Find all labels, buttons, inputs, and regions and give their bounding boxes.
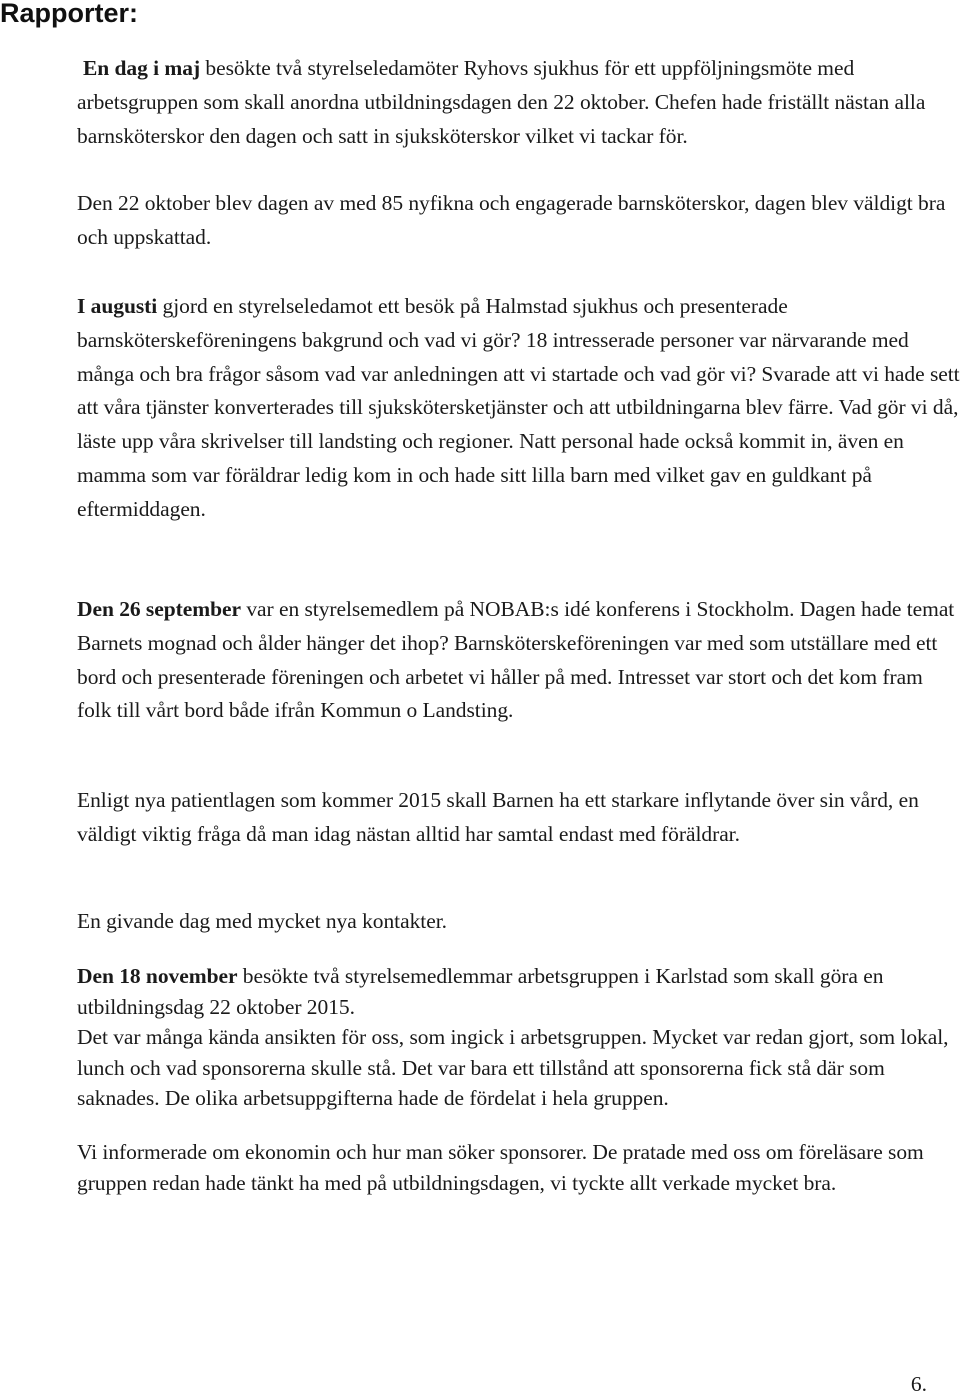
- paragraph-text: Vi informerade om ekonomin och hur man söker sponsorer. De pratade med oss om föreläsare som gruppen redan hade tänkt ha med på utbildningsdagen, vi tyckte allt verkade mycket bra.: [77, 1140, 924, 1195]
- report-paragraph-summary: [77, 905, 960, 939]
- paragraph-text: En givande dag med mycket nya kontakter.: [77, 909, 447, 933]
- paragraph-lead-date: Den 26 september: [77, 597, 241, 621]
- paragraph-text: Det var många kända ansikten för oss, som ingick i arbetsgruppen. Mycket var redan gjort, som lokal, lunch och vad sponsorerna skulle stå. Det var bara ett tillstånd att sponsorerna fick stå där som saknades. De olika arbetsuppgifterna hade de fördelat i hela gruppen.: [77, 1025, 949, 1110]
- paragraph-lead-date: Den 18 november: [77, 964, 238, 988]
- report-paragraph-may: [77, 52, 960, 153]
- page-heading: Rapporter:: [0, 0, 139, 28]
- paragraph-text: Enligt nya patientlagen som kommer 2015 skall Barnen ha ett starkare inflytande över sin vård, en väldigt viktig fråga då man idag nästan alltid har samtal endast med föräldrar.: [77, 788, 919, 846]
- report-paragraph-october: [77, 187, 960, 255]
- report-paragraph-august: [77, 290, 960, 527]
- paragraph-lead-date: I augusti: [77, 294, 158, 318]
- report-paragraph-working-group: [77, 1022, 960, 1114]
- report-paragraph-november: [77, 961, 960, 1022]
- page-number: 6.: [910, 1372, 927, 1396]
- paragraph-text: besökte två styrelsemedlemmar arbetsgruppen i Karlstad som skall göra en utbildningsdag 22 oktober 2015.: [77, 964, 884, 1019]
- report-paragraph-september: [77, 593, 960, 728]
- report-paragraph-patient-law: [77, 784, 960, 852]
- paragraph-text: var en styrelsemedlem på NOBAB:s idé konferens i Stockholm. Dagen hade temat Barnets mognad och ålder hänger det ihop? Barnsköterskeföreningen var med som utställare med ett bord och presenterade föreningen och arbetet vi håller på med. Intresset var stort och det kom fram folk till vårt bord både ifrån Kommun o Landsting.: [77, 597, 955, 723]
- paragraph-lead-date: En dag i maj: [83, 56, 201, 80]
- paragraph-text: besökte två styrelseledamöter Ryhovs sjukhus för ett uppföljningsmöte med arbetsgruppen som skall anordna utbildningsdagen den 22 oktober. Chefen hade friställt nästan alla barnsköterskor den dagen och satt in sjuksköterskor vilket vi tackar för.: [77, 56, 926, 148]
- paragraph-text: Den 22 oktober blev dagen av med 85 nyfikna och engagerade barnsköterskor, dagen blev väldigt bra och uppskattad.: [77, 191, 946, 249]
- paragraph-text: gjord en styrelseledamot ett besök på Halmstad sjukhus och presenterade barnsköterskeföreningens bakgrund och vad vi gör? 18 intresserade personer var närvarande med många och bra frågor såsom vad var anledningen att vi startade och vad gör vi? Svarade att vi hade sett att våra tjänster konverterades till sjukskötersketjänster och att utbildningarna blev färre. Vad gör vi då, läste upp våra skrivelser till landsting och regioner. Natt personal hade också kommit in, även en mamma som var föräldrar ledig kom in och hade sitt lilla barn med vilket gav en guldkant på eftermiddagen.: [77, 294, 960, 521]
- report-paragraph-sponsors: [77, 1137, 960, 1198]
